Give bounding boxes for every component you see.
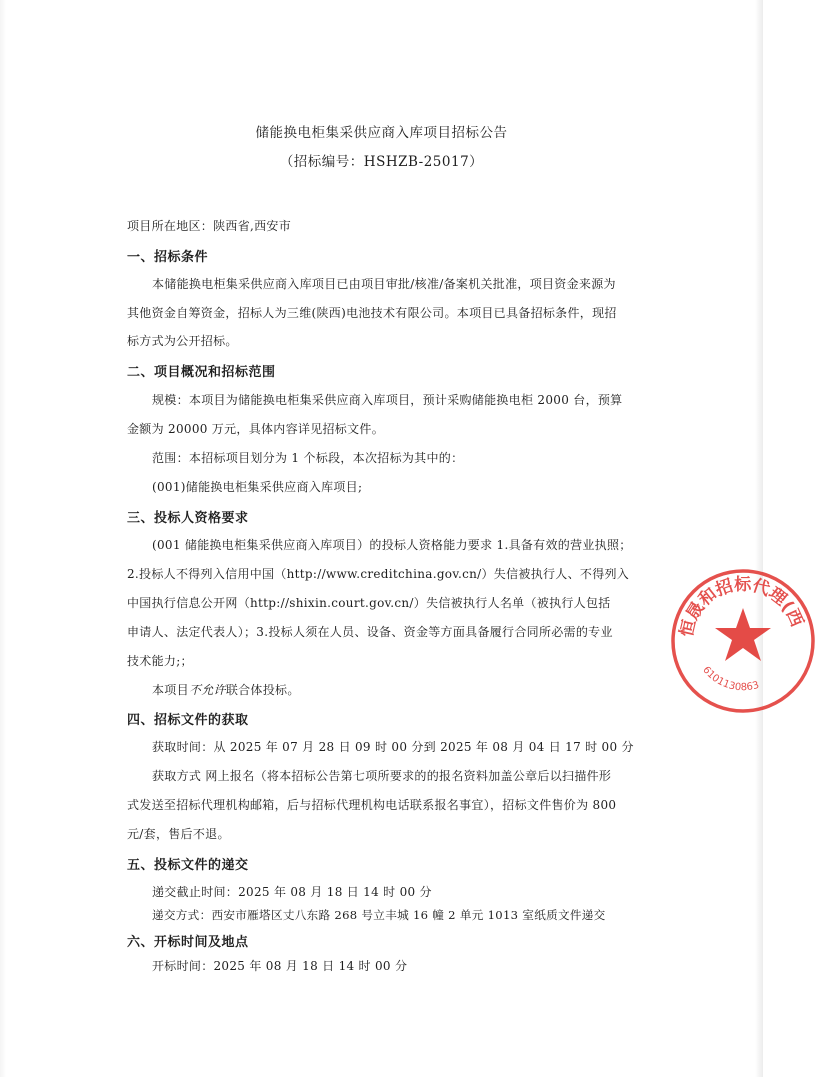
section-3-heading: 三、投标人资格要求 (127, 511, 249, 526)
section-5-line-1: 递交截止时间：2025 年 08 月 18 日 14 时 00 分 (152, 885, 432, 899)
section-4-line-1: 获取时间：从 2025 年 07 月 28 日 09 时 00 分到 2025 年 08 月 04 日 17 时 00 分 (152, 740, 634, 754)
section-4-line-3: 式发送至招标代理机构邮箱，后与招标代理机构电话联系报名事宜），招标文件售价为 800 (127, 798, 617, 812)
section-5-line-2: 递交方式：西安市雁塔区丈八东路 268 号立丰城 16 幢 2 单元 1013 室纸质文件递交 (152, 908, 606, 922)
section-5-heading: 五、投标文件的递交 (127, 858, 249, 873)
section-2-line-2: 金额为 20000 万元，具体内容详见招标文件。 (127, 422, 385, 436)
section-4-heading: 四、招标文件的获取 (127, 713, 249, 728)
consortium-suffix: 联合体投标。 (225, 683, 300, 697)
document-subtitle: （招标编号：HSHZB-25017） (279, 154, 484, 170)
section-3-line-2: 2.投标人不得列入信用中国（http://www.creditchina.gov.cn/）失信被执行人、不得列入 (127, 567, 630, 581)
section-1-line-1: 本储能换电柜集采供应商入库项目已由项目审批/核准/备案机关批准，项目资金来源为 (152, 277, 616, 291)
section-3-line-4: 申请人、法定代表人）；3.投标人须在人员、设备、资金等方面具备履行合同所必需的专业 (127, 625, 613, 639)
seal-star-icon (715, 608, 771, 661)
consortium-not-allowed: 不允许 (188, 683, 226, 697)
section-2-line-3: 范围：本招标项目划分为 1 个标段，本次招标为其中的： (152, 451, 464, 465)
section-6-line-1: 开标时间：2025 年 08 月 18 日 14 时 00 分 (152, 959, 408, 973)
seal-number: 6101130863 (700, 664, 761, 694)
section-1-heading: 一、招标条件 (127, 250, 209, 265)
section-1-line-2: 其他资金自筹资金，招标人为三维(陕西)电池技术有限公司。本项目已具备招标条件，现招 (127, 306, 617, 320)
document-title: 储能换电柜集采供应商入库项目招标公告 (255, 125, 508, 141)
section-3-line-5: 技术能力;； (127, 654, 193, 668)
section-2-line-1: 规模：本项目为储能换电柜集采供应商入库项目，预计采购储能换电柜 2000 台，预算 (152, 393, 623, 407)
consortium-prefix: 本项目 (152, 683, 189, 697)
section-4-line-2: 获取方式 网上报名（将本招标公告第七项所要求的的报名资料加盖公章后以扫描件形 (152, 769, 612, 783)
section-6-heading: 六、开标时间及地点 (127, 935, 249, 950)
company-seal-stamp (668, 566, 818, 716)
section-2-heading: 二、项目概况和招标范围 (127, 365, 276, 380)
section-3-line-6 (152, 681, 300, 698)
location-line: 项目所在地区：陕西省,西安市 (127, 219, 292, 233)
section-4-line-4: 元/套，售后不退。 (127, 827, 230, 841)
section-1-line-3: 标方式为公开招标。 (127, 334, 238, 348)
section-2-line-4: (001)储能换电柜集采供应商入库项目; (152, 480, 363, 494)
section-3-line-1: (001 储能换电柜集采供应商入库项目）的投标人资格能力要求 1.具备有效的营业执照； (152, 538, 632, 552)
section-3-line-3: 中国执行信息公开网（http://shixin.court.gov.cn/）失信被执行人名单（被执行人包括 (127, 596, 611, 610)
seal-text: 恒晟和招标代理(西 (676, 574, 807, 639)
